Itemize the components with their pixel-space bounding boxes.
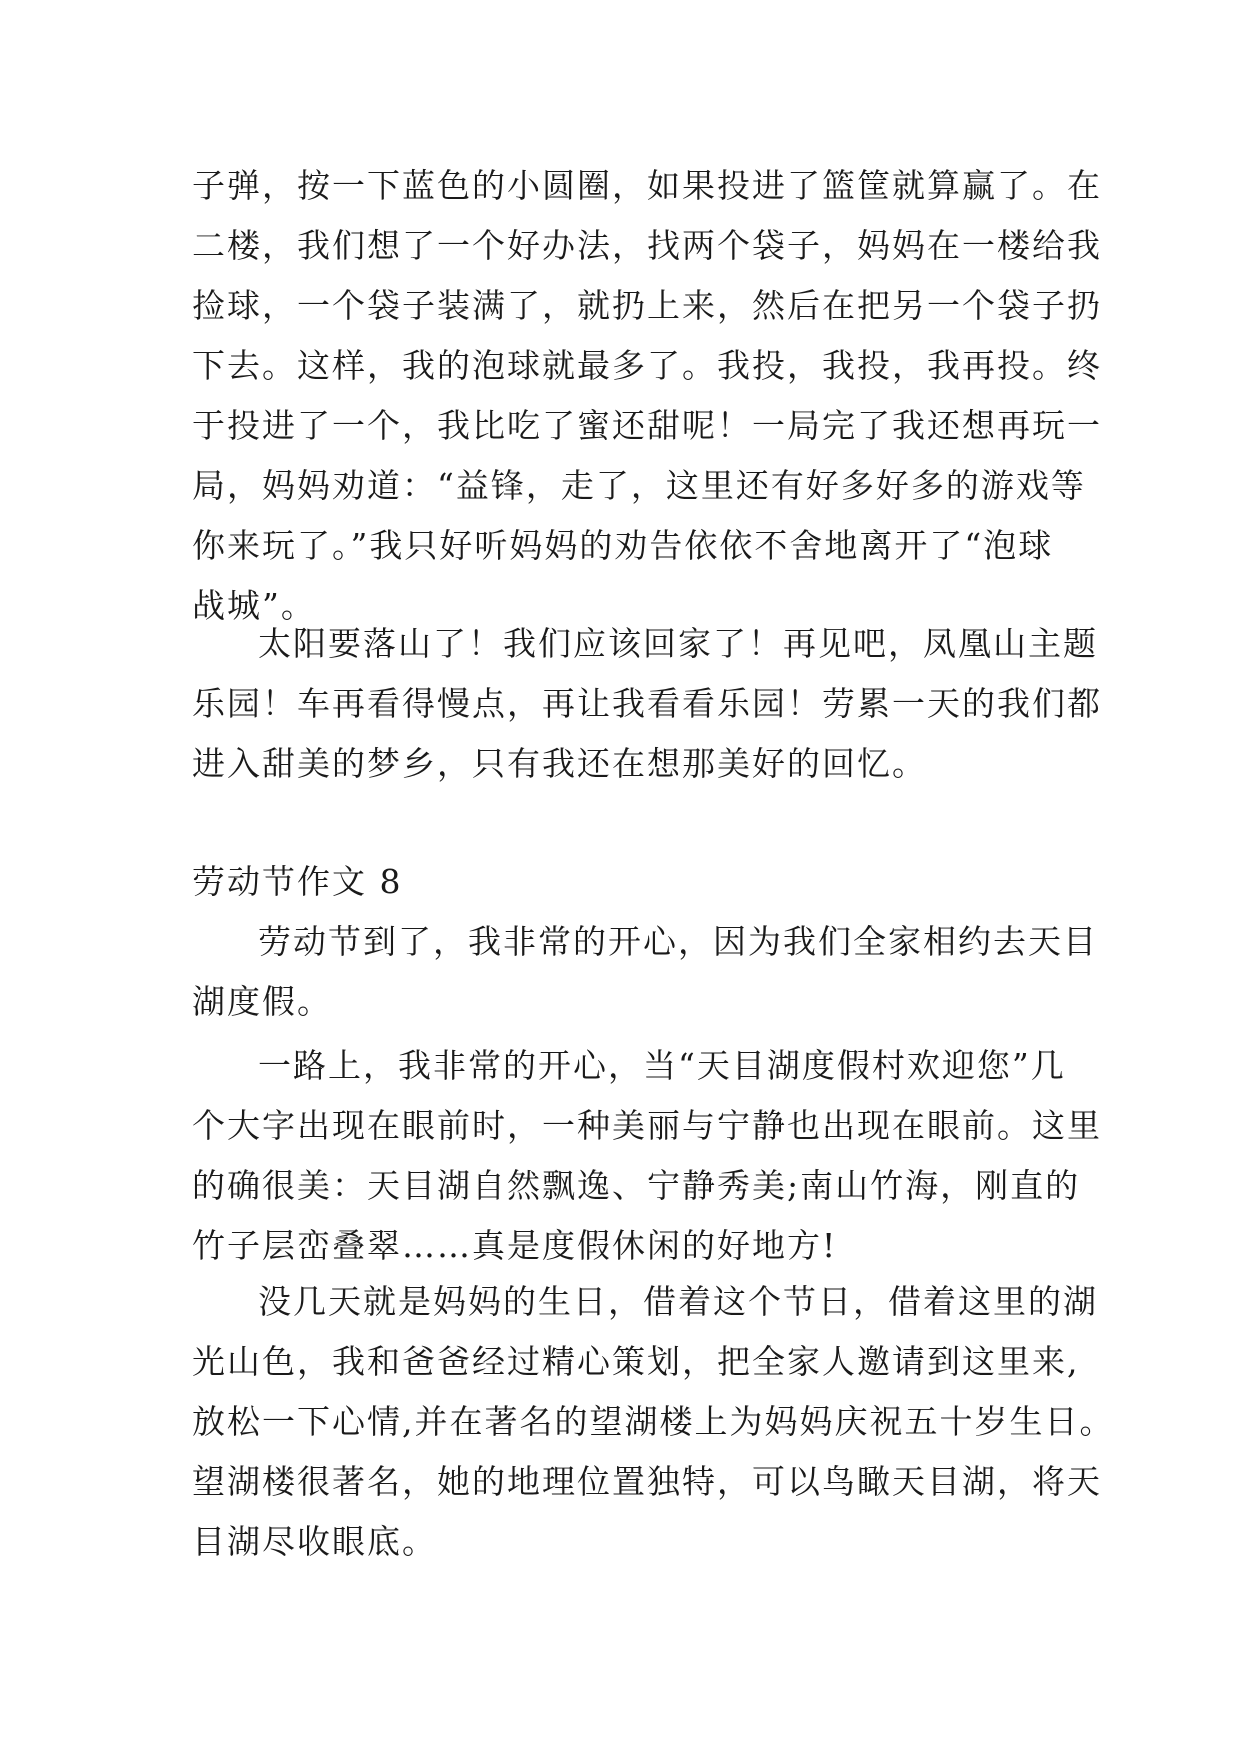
text-line: 二楼，我们想了一个好办法，找两个袋子，妈妈在一楼给我 <box>192 226 1102 265</box>
text-line: 竹子层峦叠翠……真是度假休闲的好地方! <box>192 1226 838 1265</box>
text-line: 局，妈妈劝道：“益锋，走了，这里还有好多好多的游戏等 <box>192 466 1086 505</box>
paragraph-road <box>192 1036 1102 1276</box>
paragraph-continuation <box>192 156 1102 636</box>
text-line: 个大字出现在眼前时，一种美丽与宁静也出现在眼前。这里 <box>192 1106 1102 1145</box>
text-line: 没几天就是妈妈的生日，借着这个节日，借着这里的湖 <box>258 1282 1098 1321</box>
text-line: 乐园！车再看得慢点，再让我看看乐园！劳累一天的我们都 <box>192 684 1102 723</box>
text-line: 你来玩了。”我只好听妈妈的劝告依依不舍地离开了“泡球 <box>192 526 1054 565</box>
paragraph-sunset <box>192 614 1102 794</box>
text-line: 下去。这样，我的泡球就最多了。我投，我投，我再投。终 <box>192 346 1102 385</box>
text-line: 于投进了一个，我比吃了蜜还甜呢！一局完了我还想再玩一 <box>192 406 1102 445</box>
text-line: 目湖尽收眼底。 <box>192 1522 437 1561</box>
text-line: 战城”。 <box>192 586 316 625</box>
essay-title: 劳动节作文 8 <box>192 862 403 901</box>
text-line: 劳动节到了，我非常的开心，因为我们全家相约去天目 <box>258 922 1098 961</box>
essay-title-block <box>192 852 1062 912</box>
text-line: 望湖楼很著名，她的地理位置独特，可以鸟瞰天目湖，将天 <box>192 1462 1102 1501</box>
paragraph-birthday <box>192 1272 1115 1572</box>
text-line: 光山色，我和爸爸经过精心策划，把全家人邀请到这里来, <box>192 1342 1080 1381</box>
text-line: 太阳要落山了！我们应该回家了！再见吧，凤凰山主题 <box>258 624 1098 663</box>
text-line: 湖度假。 <box>192 982 332 1021</box>
text-line: 捡球，一个袋子装满了，就扔上来，然后在把另一个袋子扔 <box>192 286 1102 325</box>
text-line: 子弹，按一下蓝色的小圆圈，如果投进了篮筐就算赢了。在 <box>192 166 1102 205</box>
text-line: 放松一下心情,并在著名的望湖楼上为妈妈庆祝五十岁生日。 <box>192 1402 1115 1441</box>
text-line: 的确很美：天目湖自然飘逸、宁静秀美;南山竹海，刚直的 <box>192 1166 1081 1205</box>
text-line: 一路上，我非常的开心，当“天目湖度假村欢迎您”几 <box>258 1046 1066 1085</box>
paragraph-intro <box>192 912 1098 1032</box>
text-line: 进入甜美的梦乡，只有我还在想那美好的回忆。 <box>192 744 927 783</box>
